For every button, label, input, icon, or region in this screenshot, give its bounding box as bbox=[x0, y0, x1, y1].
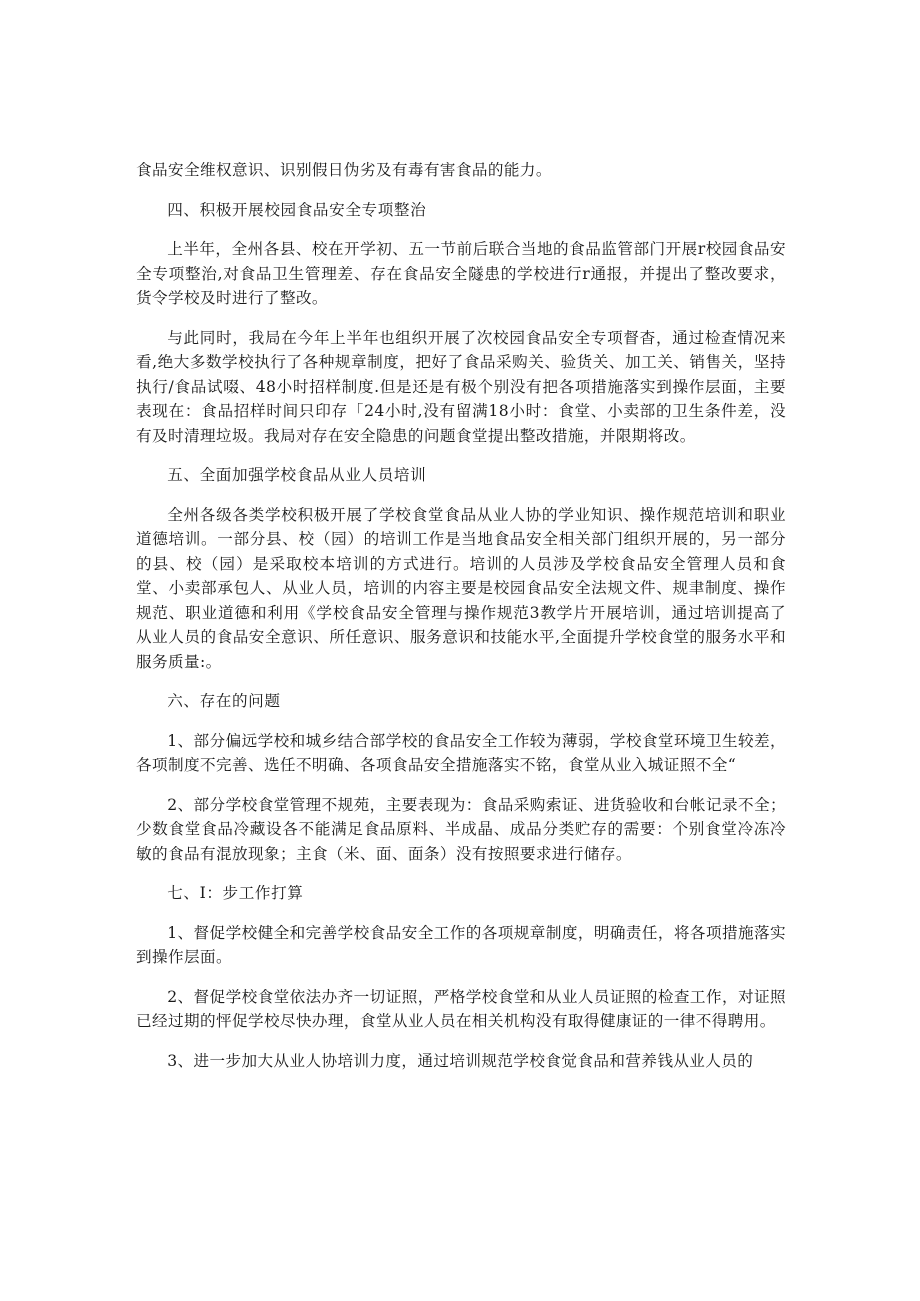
paragraph: 全州各级各类学校积极开展了学校食堂食品从业人协的学业知识、操作规范培训和职业道德培训。一部分县、校（园）的培训工作是当地食品安全相关部门组织开展的，另一部分的县、校（园）是采取校本培训的方式进行。培训的人员涉及学校食品安全管理人员和食堂、小卖部承包人、从业人员，培训的内容主要是校园食品安全法规文件、规聿制度、操作规范、职业道德和利用《学校食品安全管理与操作规范3教学片开展培训，通过培训提高了从业人员的食品安全意识、所任意识、服务意识和技能水平,全面提升学校食堂的服务水平和服务质量:。 bbox=[136, 505, 786, 671]
list-item: 2、督促学校食堂依法办齐一切证照，严格学校食堂和从业人员证照的检查工作，对证照已经过期的怦促学校尽快办理，食堂从业人员在相关机构没有取得健康证的一律不得聘用。 bbox=[136, 987, 786, 1030]
paragraph: 上半年，全州各县、校在开学初、五一节前后联合当地的食品监管部门开展r校园食品安全专项整治,对食品卫生管理差、存在食品安全隧患的学校进行r通报，并提出了整改要求，货令学校及时进行了整改。 bbox=[136, 240, 786, 307]
list-item: 2、部分学校食堂管理不规苑，主要表现为：食品采购索证、进货验收和台帐记录不全；少数食堂食品冷藏设各不能满足食品原料、半成晶、成品分类贮存的需要：个别食堂冷冻冷敏的食品有混放现象；主食（米、面、面条）没有按照要求进行储存。 bbox=[136, 795, 786, 863]
document-body bbox=[136, 158, 786, 1088]
list-item: 3、进一步加大从业人协培训力度，通过培训规范学校食觉食品和营养钱从业人员的 bbox=[167, 1051, 754, 1070]
list-item: 1、督促学校健全和完善学校食品安全工作的各项规章制度，明确责任，将各项措施落实到操作层面。 bbox=[136, 923, 786, 966]
paragraph: 与此同时，我局在今年上半年也组织开展了次校园食品安全专项督杳，通过检查情况来看,绝大多数学校执行了各种规章制度，把好了食品采购关、验货关、加工关、销售关，坚持执行/食品试啜、48小时招样制度.但是还是有极个别没有把各项措施落实到操作层面，主要表现在：食品招样时间只印存「24小时,没有留满18小时：食堂、小卖部的卫生条件差，没有及时清理垃圾。我局对存在安全隐患的问题食堂提出整改措施，并限期将改。 bbox=[136, 328, 786, 445]
section-heading-4: 四、积极开展校园食品安全专项整治 bbox=[167, 200, 427, 219]
section-heading-5: 五、全面加强学校食品从业人员培训 bbox=[167, 466, 427, 484]
section-heading-6: 六、存在的问题 bbox=[167, 692, 281, 710]
list-item: 1、部分偏远学校和城乡结合部学校的食品安全工作较为薄弱，学校食堂环境卫生较差，各项制度不完善、选任不明确、各项食品安全措施落实不铭，食堂从业入城证照不全“ bbox=[136, 731, 786, 774]
section-heading-7: 七、I：步工作打算 bbox=[167, 884, 304, 902]
paragraph-continuation: 食品安全维权意识、识别假日伪劣及有毒有害食品的能力。 bbox=[136, 161, 552, 179]
